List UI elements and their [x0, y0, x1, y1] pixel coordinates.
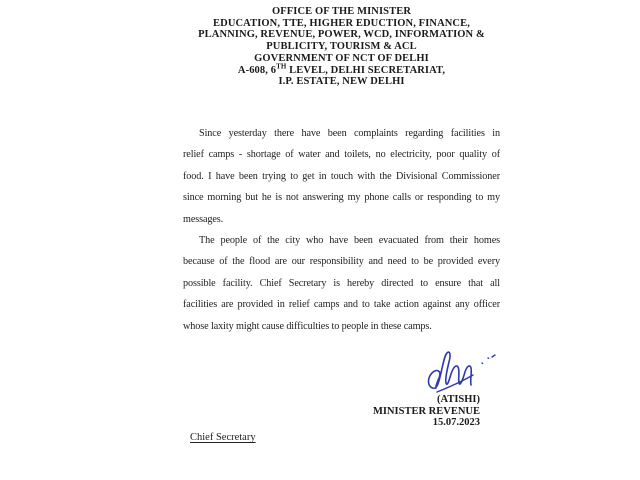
body-line: Since yesterday there have been complaints regarding facilities in: [199, 128, 500, 139]
letterhead: [183, 6, 500, 88]
letterhead-departments-line-3: PUBLICITY, TOURISM & ACL: [266, 41, 417, 53]
body-line: whose laxity might cause difficulties to people in these camps.: [183, 320, 432, 332]
body-line: possible facility. Chief Secretary is hereby directed to ensure that all: [183, 277, 500, 289]
body-line: facilities are provided in relief camps and to take action against any officer: [183, 299, 500, 311]
letter-body: [183, 123, 500, 337]
body-line: because of the flood are our responsibility and need to be provided every: [183, 256, 500, 268]
signature-scribble-icon: [423, 343, 503, 395]
body-line: since morning but he is not answering my phone calls or responding to my: [183, 192, 500, 204]
letterhead-departments-line-1: EDUCATION, TTE, HIGHER EDUCTION, FINANCE,: [213, 17, 470, 29]
letterhead-government-line: GOVERNMENT OF NCT OF DELHI: [254, 52, 429, 64]
minister-signature-ink: [423, 343, 503, 395]
letterhead-office-line: OFFICE OF THE MINISTER: [271, 6, 411, 17]
signatory-block: [373, 394, 480, 429]
body-line: messages.: [183, 213, 224, 225]
body-line: food. I have been trying to get in touch with the Divisional Commissioner: [183, 170, 500, 182]
letterhead-departments-line-2: PLANNING, REVENUE, POWER, WCD, INFORMATION &: [198, 29, 485, 41]
letterhead-address-line-1: A-608, 6TH LEVEL, DELHI SECRETARIAT,: [237, 62, 446, 76]
ordinal-superscript: TH: [276, 62, 287, 71]
signatory-title: MINISTER REVENUE: [372, 405, 480, 417]
body-line: relief camps - shortage of water and toilets, no electricity, poor quality of: [183, 149, 500, 161]
addressee-chief-secretary: Chief Secretary: [190, 432, 256, 443]
body-line: The people of the city who have been evacuated from their homes: [199, 234, 500, 246]
letterhead-address-line-2: I.P. ESTATE, NEW DELHI: [278, 76, 405, 88]
signature-date: 15.07.2023: [432, 417, 480, 429]
signatory-name: (ATISHI): [437, 394, 480, 405]
